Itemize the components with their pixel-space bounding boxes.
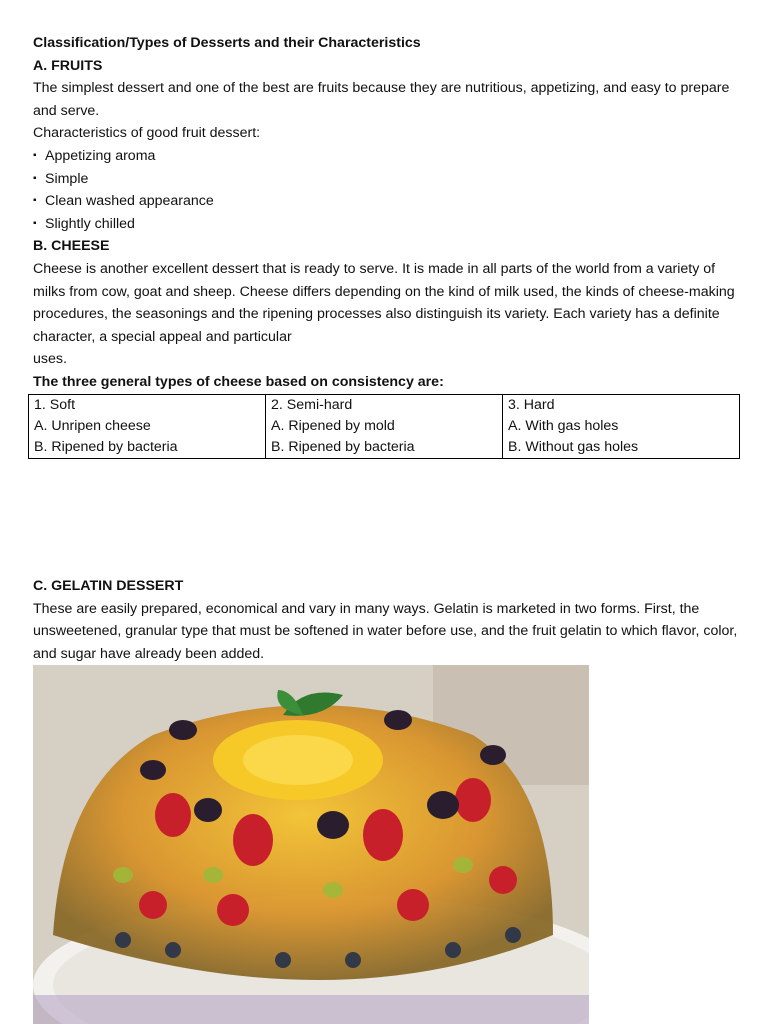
cheese-paragraph: Cheese is another excellent dessert that is ready to serve. It is made in all parts of the world from a variety of milks from cow, goat and sheep. Cheese differs depending on the kind of milk used, the kinds of cheese-making procedures, the seasonings and the ripening processes also distinguish its variety. Each variety has a definite character, a special appeal and particular [33, 260, 735, 345]
gelatin-paragraph: These are easily prepared, economical and vary in many ways. Gelatin is marketed in two forms. First, the unsweetened, granular type that must be softened in water before use, and the fruit gelatin to which flavor, color, and sugar have already been added. [33, 600, 738, 662]
table-cell: A. With gas holes [503, 416, 740, 437]
table-cell: B. Without gas holes [503, 437, 740, 459]
table-row [29, 416, 740, 437]
cheese-paragraph-end: uses. [33, 351, 67, 368]
table-row [29, 395, 740, 417]
fruits-heading: A. FRUITS [33, 57, 103, 74]
cheese-table-heading: The three general types of cheese based on consistency are: [33, 373, 444, 390]
cheese-heading: B. CHEESE [33, 238, 110, 255]
list-item: ▪ Simple [33, 168, 738, 191]
fruits-intro: The simplest dessert and one of the best are fruits because they are nutritious, appetizing, and easy to prepare and serve. [33, 80, 730, 119]
table-cell: B. Ripened by bacteria [29, 437, 266, 459]
fruits-characteristics-list [33, 145, 738, 235]
gelatin-heading: C. GELATIN DESSERT [33, 578, 184, 594]
list-item: ▪ Appetizing aroma [33, 145, 738, 168]
cheese-types-table [28, 394, 740, 459]
table-cell: A. Unripen cheese [29, 416, 266, 437]
list-item: ▪ Slightly chilled [33, 213, 738, 236]
document-title: Classification/Types of Desserts and their Characteristics [33, 35, 421, 51]
table-cell: A. Ripened by mold [266, 416, 503, 437]
table-cell: 1. Soft [29, 395, 266, 417]
list-item: ▪ Clean washed appearance [33, 190, 738, 213]
gelatin-section [33, 575, 743, 665]
document-body [33, 32, 738, 394]
fruits-list-heading: Characteristics of good fruit dessert: [33, 125, 261, 142]
table-cell: 2. Semi-hard [266, 395, 503, 417]
gelatin-mold-illustration [33, 665, 589, 1024]
table-cell: 3. Hard [503, 395, 740, 417]
gelatin-dessert-photo [33, 665, 589, 1024]
table-row [29, 437, 740, 459]
table-cell: B. Ripened by bacteria [266, 437, 503, 459]
